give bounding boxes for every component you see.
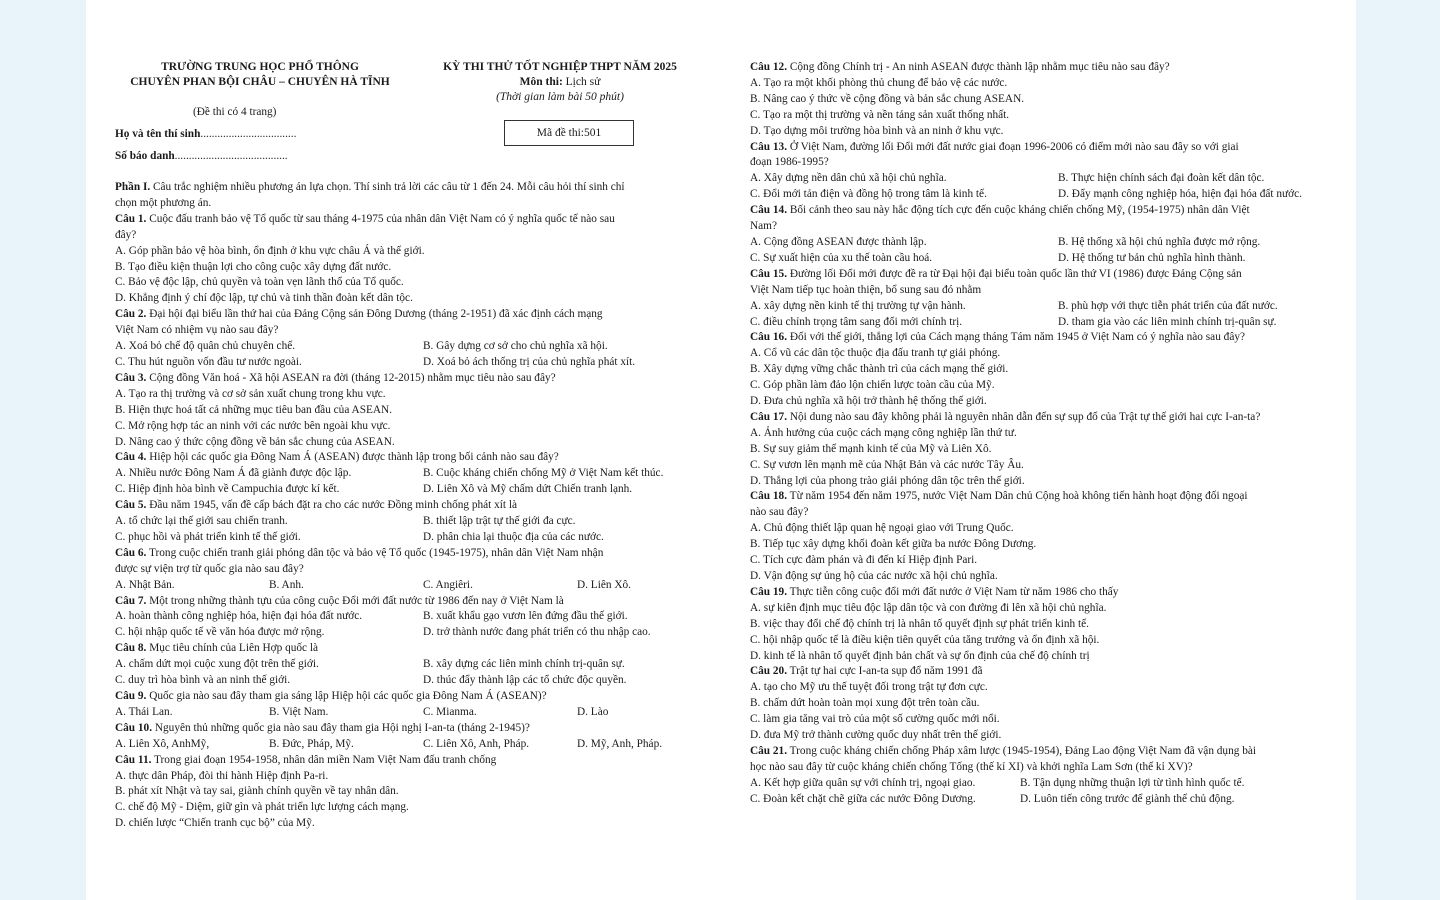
- question-3: Câu 3. Cộng đồng Văn hoá - Xã hội ASEAN ra đời (tháng 12-2015) nhằm mục tiêu nào sau đây? A. Tạo ra thị trường và cơ sở sản xuất chung trong khu vực. B. Hiện thực hoá tất cả những mục tiêu ban đầu của ASEAN. C. Mở rộng hợp tác an ninh với các nước bên ngoài khu vực. D. Nâng cao ý thức cộng đồng về bản sắc chung của ASEAN.: [115, 371, 705, 451]
- option: B. Gây dựng cơ sở cho chủ nghĩa xã hội.: [423, 340, 608, 353]
- option: C. Liên Xô, Anh, Pháp.: [423, 737, 530, 750]
- option: C. chế độ Mỹ - Diệm, giữ gìn và phát triển lực lượng cách mạng.: [115, 801, 409, 814]
- option: C. Thu hút nguồn vốn đầu tư nước ngoài.: [115, 355, 302, 368]
- option: D. Liên Xô.: [577, 578, 631, 591]
- option: A. thực dân Pháp, đòi thi hành Hiệp định Pa-ri.: [115, 769, 329, 782]
- option: A. Xoá bỏ chế độ quân chủ chuyên chế.: [115, 340, 296, 353]
- question-2: Câu 2. Đại hội đại biểu lần thứ hai của Đảng Cộng sản Đông Dương (tháng 2-1951) đã xác định cách mạng Việt Nam có nhiệm vụ nào sau đây? A. Xoá bỏ chế độ quân chủ chuyên chế. B. Gây dựng cơ sở cho chủ nghĩa xã hội. C. Thu hút nguồn vốn đầu tư nước ngoài. D. Xoá bỏ ách thống trị của chủ nghĩa phát xít.: [115, 307, 705, 371]
- option: A. chấm dứt mọi cuộc xung đột trên thế giới.: [115, 658, 319, 671]
- option: A. Kết hợp giữa quân sự với chính trị, ngoại giao.: [750, 776, 976, 789]
- question-6: Câu 6. Trong cuộc chiến tranh giải phóng dân tộc và bảo vệ Tổ quốc (1945-1975), nhân dân Việt Nam nhận được sự viện trợ từ quốc gia nào sau đây? A. Nhật Bản. B. Anh. C. Angiêri. D. Liên Xô.: [115, 546, 705, 594]
- question-19: Câu 19. Thực tiễn công cuộc đổi mới đất nước ở Việt Nam từ năm 1986 cho thấy A. sự kiên định mục tiêu độc lập dân tộc và con đường đi lên xã hội chủ nghĩa. B. việc thay đổi chế độ chính trị là nhân tố quyết định sự phát triển kinh tế. C. hội nhập quốc tế là điều kiện tiên quyết của tăng trưởng và ổn định xã hội. D. kinh tế là nhân tố quyết định bản chất và sự ổn định của chế độ chính trị: [750, 585, 1335, 665]
- option: C. duy trì hòa bình và an ninh thế giới.: [115, 674, 291, 687]
- question-13: Câu 13. Ở Việt Nam, đường lối Đổi mới đất nước giai đoạn 1996-2006 có điểm mới nào sau đây so với giai đoạn 1986-1995? A. Xây dựng nền dân chủ xã hội chủ nghĩa. B. Thực hiện chính sách đại đoàn kết dân tộc. C. Đổi mới tản điện và đồng hộ trong tâm là kinh tế. D. Đẩy mạnh công nghiệp hóa, hiện đại hóa đất nước.: [750, 140, 1335, 204]
- option: A. Góp phần bảo vệ hòa bình, ổn định ở khu vực châu Á và thế giới.: [115, 244, 425, 257]
- question-7: Câu 7. Một trong những thành tựu của công cuộc Đổi mới đất nước từ 1986 đến nay ở Việt Nam là A. hoàn thành công nghiệp hóa, hiện đại hóa đất nước. B. xuất khẩu gạo vươn lên đứng đầu thế giới. C. hội nhập quốc tế về văn hóa được mở rộng. D. trở thành nước đang phát triển có thu nhập cao.: [115, 594, 705, 642]
- option: B. Việt Nam.: [269, 705, 329, 718]
- option: D. Đẩy mạnh công nghiệp hóa, hiện đại hóa đất nước.: [1058, 188, 1302, 201]
- option: C. Đoàn kết chặt chẽ giữa các nước Đông Dương.: [750, 792, 976, 805]
- option: D. trở thành nước đang phát triển có thu nhập cao.: [423, 626, 651, 639]
- option: A. Nhật Bản.: [115, 578, 175, 591]
- question-1: Câu 1. Cuộc đấu tranh bảo vệ Tổ quốc từ sau tháng 4-1975 của nhân dân Việt Nam có ý nghĩa quốc tế nào sau đây? A. Góp phần bảo vệ hòa bình, ổn định ở khu vực châu Á và thế giới. B. Tạo điều kiện thuận lợi cho công cuộc xây dựng đất nước. C. Bảo vệ độc lập, chủ quyền và toàn vẹn lãnh thổ của Tổ quốc. D. Khẳng định ý chí độc lập, tự chủ và tinh thần đoàn kết dân tộc.: [115, 212, 705, 307]
- option: C. Đổi mới tản điện và đồng hộ trong tâm là kinh tế.: [750, 188, 987, 201]
- option: D. Vận động sự ủng hộ của các nước xã hội chủ nghĩa.: [750, 570, 998, 582]
- option: B. Tận dụng những thuận lợi từ tình hình quốc tế.: [1020, 776, 1245, 789]
- option: A. Ảnh hưởng của cuộc cách mạng công nghiệp lần thứ tư.: [750, 426, 1017, 439]
- option: C. Angiêri.: [423, 578, 473, 591]
- option: C. làm gia tăng vai trò của một số cường quốc mới nổi.: [750, 713, 1000, 726]
- option: C. Bảo vệ độc lập, chủ quyền và toàn vẹn lãnh thổ của Tổ quốc.: [115, 276, 404, 289]
- option: B. Hiện thực hoá tất cả những mục tiêu ban đầu của ASEAN.: [115, 403, 393, 416]
- option: D. Khẳng định ý chí độc lập, tự chủ và tinh thần đoàn kết dân tộc.: [115, 292, 413, 305]
- option: B. phát xít Nhật và tay sai, giành chính quyền về tay nhân dân.: [115, 785, 399, 798]
- exam-info: [420, 60, 700, 105]
- exam-title: KỲ THI THỬ TỐT NGHIỆP THPT NĂM 2025: [443, 61, 677, 73]
- exam-header: [115, 60, 705, 180]
- option: A. Thái Lan.: [115, 705, 173, 718]
- option: A. Cộng đồng ASEAN được thành lập.: [750, 235, 927, 248]
- option: C. Góp phần làm đảo lộn chiến lược toàn cầu của Mỹ.: [750, 379, 995, 392]
- option: A. tạo cho Mỹ ưu thế tuyệt đối trong trật tự đơn cực.: [750, 681, 988, 694]
- option: D. Mỹ, Anh, Pháp.: [577, 737, 663, 750]
- option: C. Sự xuất hiện của xu thế toàn cầu hoá.: [750, 251, 933, 264]
- question-9: Câu 9. Quốc gia nào sau đây tham gia sáng lập Hiệp hội các quốc gia Đông Nam Á (ASEAN)? A. Thái Lan. B. Việt Nam. C. Mianma. D. Lào: [115, 689, 705, 721]
- option: D. thúc đẩy thành lập các tổ chức độc quyền.: [423, 674, 627, 687]
- option: A. hoàn thành công nghiệp hóa, hiện đại hóa đất nước.: [115, 610, 363, 623]
- question-11: Câu 11. Trong giai đoạn 1954-1958, nhân dân miền Nam Việt Nam đấu tranh chống A. thực dân Pháp, đòi thi hành Hiệp định Pa-ri. B. phát xít Nhật và tay sai, giành chính quyền về tay nhân dân. C. chế độ Mỹ - Diệm, giữ gìn và phát triển lực lượng cách mạng. D. chiến lược “Chiến tranh cục bộ” của Mỹ.: [115, 753, 705, 833]
- question-5: Câu 5. Đầu năm 1945, vấn đề cấp bách đặt ra cho các nước Đồng minh chống phát xít là A. tổ chức lại thế giới sau chiến tranh. B. thiết lập trật tự thế giới đa cực. C. phục hồi và phát triển kinh tế thế giới. D. phân chia lại thuộc địa của các nước.: [115, 498, 705, 546]
- option: C. Mianma.: [423, 705, 477, 718]
- option: B. Hệ thống xã hội chủ nghĩa được mở rộng.: [1058, 235, 1261, 248]
- option: B. Anh.: [269, 578, 304, 591]
- option: B. Nâng cao ý thức về cộng đồng và bản sắc chung ASEAN.: [750, 92, 1025, 105]
- school-name: TRƯỜNG TRUNG HỌC PHỔ THÔNG CHUYÊN PHAN BỘI CHÂU – CHUYÊN HÀ TĨNH: [130, 61, 390, 88]
- question-16: Câu 16. Đối với thế giới, thắng lợi của Cách mạng tháng Tám năm 1945 ở Việt Nam có ý nghĩa nào sau đây? A. Cổ vũ các dân tộc thuộc địa đấu tranh tự giải phóng. B. Xây dựng vững chắc thành trì của cách mạng thế giới. C. Góp phần làm đảo lộn chiến lược toàn cầu của Mỹ. D. Đưa chủ nghĩa xã hội trở thành hệ thống thế giới.: [750, 330, 1335, 410]
- option: C. Sự vươn lên mạnh mẽ của Nhật Bản và các nước Tây Âu.: [750, 458, 1024, 471]
- question-20: Câu 20. Trật tự hai cực I-an-ta sụp đổ năm 1991 đã A. tạo cho Mỹ ưu thế tuyệt đối trong trật tự đơn cực. B. chấm dứt hoàn toàn mọi xung đột trên toàn cầu. C. làm gia tăng vai trò của một số cường quốc mới nổi. D. đưa Mỹ trở thành cường quốc duy nhất trên thế giới.: [750, 664, 1335, 744]
- candidate-name-field[interactable]: Họ và tên thí sinh..................................: [115, 128, 297, 140]
- question-17: Câu 17. Nội dung nào sau đây không phải là nguyên nhân dẫn đến sự sụp đổ của Trật tự thế giới hai cực I-an-ta? A. Ảnh hưởng của cuộc cách mạng công nghiệp lần thứ tư. B. Sự suy giảm thế mạnh kinh tế của Mỹ và Liên Xô. C. Sự vươn lên mạnh mẽ của Nhật Bản và các nước Tây Âu. D. Thắng lợi của phong trào giải phóng dân tộc trên thế giới.: [750, 410, 1335, 490]
- exam-page: [86, 0, 1356, 900]
- option: A. Chủ động thiết lập quan hệ ngoại giao với Trung Quốc.: [750, 522, 1014, 535]
- option: B. Đức, Pháp, Mỹ.: [269, 737, 354, 750]
- pages-note: (Đề thi có 4 trang): [193, 106, 277, 118]
- question-12: Câu 12. Cộng đồng Chính trị - An ninh ASEAN được thành lập nhằm mục tiêu nào sau đây? A. Tạo ra một khối phòng thủ chung để bảo vệ các nước. B. Nâng cao ý thức về cộng đồng và bản sắc chung ASEAN. C. Tạo ra một thị trường và nền tảng sản xuất thống nhất. D. Tạo dựng môi trường hòa bình và an ninh ở khu vực.: [750, 60, 1335, 140]
- option: B. Tiếp tục xây dựng khối đoàn kết giữa ba nước Đông Dương.: [750, 538, 1037, 551]
- option: D. phân chia lại thuộc địa của các nước.: [423, 530, 604, 543]
- option: C. Hiệp định hòa bình về Campuchia được kí kết.: [115, 483, 340, 496]
- option: C. hội nhập quốc tế là điều kiện tiên quyết của tăng trưởng và ổn định xã hội.: [750, 633, 1100, 646]
- option: C. hội nhập quốc tế về văn hóa được mở rộng.: [115, 626, 325, 639]
- question-4: Câu 4. Hiệp hội các quốc gia Đông Nam Á (ASEAN) được thành lập trong bối cảnh nào sau đây? A. Nhiều nước Đông Nam Á đã giành được độc lập. B. Cuộc kháng chiến chống Mỹ ở Việt Nam kết thúc. C. Hiệp định hòa bình về Campuchia được kí kết. D. Liên Xô và Mỹ chấm dứt Chiến tranh lạnh.: [115, 450, 705, 498]
- option: B. việc thay đổi chế độ chính trị là nhân tố quyết định sự phát triển kinh tế.: [750, 617, 1089, 630]
- option: A. Cổ vũ các dân tộc thuộc địa đấu tranh tự giải phóng.: [750, 347, 1001, 360]
- option: D. Thắng lợi của phong trào giải phóng dân tộc trên thế giới.: [750, 474, 1025, 487]
- option: B. Sự suy giảm thế mạnh kinh tế của Mỹ và Liên Xô.: [750, 442, 992, 455]
- option: D. Nâng cao ý thức cộng đồng về bản sắc chung của ASEAN.: [115, 435, 395, 448]
- question-21: Câu 21. Trong cuộc kháng chiến chống Pháp xâm lược (1945-1954), Đảng Lao động Việt Nam đã vận dụng bài học nào sau đây từ cuộc kháng chiến chống Tống (thế kỉ XI) và khởi nghĩa Lam Sơn (thế kỉ XV)? A. Kết hợp giữa quân sự với chính trị, ngoại giao. B. Tận dụng những thuận lợi từ tình hình quốc tế. C. Đoàn kết chặt chẽ giữa các nước Đông Dương. D. Luôn tiến công trước để giành thế chủ động.: [750, 744, 1335, 808]
- option: A. sự kiên định mục tiêu độc lập dân tộc và con đường đi lên xã hội chủ nghĩa.: [750, 601, 1107, 614]
- question-14: Câu 14. Bối cảnh theo sau này hắc động tích cực đến cuộc kháng chiến chống Mỹ, (1954-1975) nhân dân Việt Nam? A. Cộng đồng ASEAN được thành lập. B. Hệ thống xã hội chủ nghĩa được mở rộng. C. Sự xuất hiện của xu thế toàn cầu hoá. D. Hệ thống tư bản chủ nghĩa hình thành.: [750, 203, 1335, 267]
- exam-code-box: Mã đề thi:501: [504, 120, 634, 146]
- option: B. Xây dựng vững chắc thành trì của cách mạng thế giới.: [750, 363, 1009, 376]
- option: C. phục hồi và phát triển kinh tế thế giới.: [115, 530, 301, 543]
- option: C. điều chỉnh trọng tâm sang đổi mới chính trị.: [750, 315, 963, 328]
- option: D. kinh tế là nhân tố quyết định bản chất và sự ổn định của chế độ chính trị: [750, 649, 1090, 662]
- option: A. tổ chức lại thế giới sau chiến tranh.: [115, 515, 288, 528]
- option: D. Luôn tiến công trước để giành thế chủ động.: [1020, 792, 1235, 805]
- option: B. xuất khẩu gạo vươn lên đứng đầu thế giới.: [423, 610, 628, 623]
- option: A. xây dựng nền kinh tế thị trường tự vận hành.: [750, 299, 966, 312]
- option: D. chiến lược “Chiến tranh cục bộ” của Mỹ.: [115, 817, 315, 830]
- option: A. Tạo ra một khối phòng thủ chung để bảo vệ các nước.: [750, 76, 1008, 89]
- question-8: Câu 8. Mục tiêu chính của Liên Hợp quốc là A. chấm dứt mọi cuộc xung đột trên thế giới. B. xây dựng các liên minh chính trị-quân sự. C. duy trì hòa bình và an ninh thế giới. D. thúc đẩy thành lập các tổ chức độc quyền.: [115, 641, 705, 689]
- option: C. Tạo ra một thị trường và nền tảng sản xuất thống nhất.: [750, 108, 1010, 121]
- part1-intro: Phần I. Câu trắc nghiệm nhiều phương án lựa chọn. Thí sinh trả lời các câu từ 1 đến 24. Mỗi câu hỏi thí sinh chỉ: [115, 181, 625, 193]
- option: A. Nhiều nước Đông Nam Á đã giành được độc lập.: [115, 467, 352, 480]
- option: B. thiết lập trật tự thế giới đa cực.: [423, 515, 576, 528]
- option: D. đưa Mỹ trở thành cường quốc duy nhất trên thế giới.: [750, 729, 1002, 742]
- option: D. tham gia vào các liên minh chính trị-quân sự.: [1058, 315, 1277, 328]
- option: D. Đưa chủ nghĩa xã hội trở thành hệ thống thế giới.: [750, 395, 987, 408]
- option: B. Cuộc kháng chiến chống Mỹ ở Việt Nam kết thúc.: [423, 467, 664, 480]
- question-18: Câu 18. Từ năm 1954 đến năm 1975, nước Việt Nam Dân chủ Cộng hoà không tiến hành hoạt động đối ngoại nào sau đây? A. Chủ động thiết lập quan hệ ngoại giao với Trung Quốc. B. Tiếp tục xây dựng khối đoàn kết giữa ba nước Đông Dương. C. Tích cực đàm phán và đi đến kí Hiệp định Pari. D. Vận động sự ủng hộ của các nước xã hội chủ nghĩa.: [750, 489, 1335, 584]
- option: D. Liên Xô và Mỹ chấm dứt Chiến tranh lạnh.: [423, 483, 633, 496]
- candidate-number-field[interactable]: Số báo danh........................................: [115, 150, 288, 162]
- question-15: Câu 15. Đường lối Đổi mới được đề ra từ Đại hội đại biểu toàn quốc lần thứ VI (1986) được Đảng Cộng sản Việt Nam tiếp tục hoàn thiện, bổ sung sau đó nhằm A. xây dựng nền kinh tế thị trường tự vận hành. B. phù hợp với thực tiễn phát triển của đất nước. C. điều chỉnh trọng tâm sang đổi mới chính trị. D. tham gia vào các liên minh chính trị-quân sự.: [750, 267, 1335, 331]
- question-10: Câu 10. Nguyên thủ những quốc gia nào sau đây tham gia Hội nghị I-an-ta (tháng 2-1945)? A. Liên Xô, AnhMỹ, B. Đức, Pháp, Mỹ. C. Liên Xô, Anh, Pháp. D. Mỹ, Anh, Pháp.: [115, 721, 705, 753]
- option: B. Thực hiện chính sách đại đoàn kết dân tộc.: [1058, 172, 1265, 185]
- option: A. Xây dựng nền dân chủ xã hội chủ nghĩa.: [750, 172, 947, 185]
- option: B. chấm dứt hoàn toàn mọi xung đột trên toàn cầu.: [750, 697, 980, 710]
- option: C. Mở rộng hợp tác an ninh với các nước bên ngoài khu vực.: [115, 419, 391, 432]
- right-column: [750, 60, 1335, 808]
- option: B. phù hợp với thực tiễn phát triển của đất nước.: [1058, 299, 1278, 312]
- option: C. Tích cực đàm phán và đi đến kí Hiệp định Pari.: [750, 554, 978, 567]
- option: D. Hệ thống tư bản chủ nghĩa hình thành.: [1058, 251, 1246, 264]
- left-column: TRƯỜNG TRUNG HỌC PHỔ THÔNG CHUYÊN PHAN BỘI CHÂU – CHUYÊN HÀ TĨNH KỲ THI THỬ TỐT NGHIỆP THPT NĂM 2025 Môn thi: Lịch sử (Thời gian làm bài 50 phút) (Đề thi có 4 trang) Họ và tên thí sinh.................................. Số báo danh........................................ Mã đề thi:501 Phần I. Câu trắc nghiệm nhiều phương án lựa chọn. Thí sinh trả lời các câu từ 1 đến 24. Mỗi câu hỏi thí sinh chỉ chọn một phương án. Câu 1. Cuộc đấu tranh bảo vệ Tổ quốc từ sau tháng 4-1975 của nhân dân Việt Nam có ý nghĩa quốc tế nào sau đây? A. Góp phần bảo vệ hòa bình, ổn định ở khu vực châu Á và thế giới. B. Tạo điều kiện thuận lợi cho công cuộc xây dựng đất nước. C. Bảo vệ độc lập, chủ quyền và toàn vẹn lãnh thổ của Tổ quốc. D. Khẳng định ý chí độc lập, tự chủ và tinh thần đoàn kết dân tộc. Câu 2. Đại hội đại biểu lần thứ hai của Đảng Cộng sản Đông Dương (tháng 2-1951) đã xác định cách mạng Việt Nam có nhiệm vụ nào sau đây? A. Xoá bỏ chế độ quân chủ chuyên chế. B. Gây dựng cơ sở cho chủ nghĩa xã hội. C. Thu hút nguồn vốn đầu tư nước ngoài. D. Xoá bỏ ách thống trị của chủ nghĩa phát xít. Câu 3. Cộng đồng Văn hoá - Xã hội ASEAN ra đời (tháng 12-2015) nhằm mục tiêu nào sau đây? A. Tạo ra thị trường và cơ sở sản xuất chung trong khu vực. B. Hiện thực hoá tất cả những mục tiêu ban đầu của ASEAN. C. Mở rộng hợp tác an ninh với các nước bên ngoài khu vực. D. Nâng cao ý thức cộng đồng về bản sắc chung của ASEAN. Câu 4. Hiệp hội các quốc gia Đông Nam Á (ASEAN) được thành lập trong bối cảnh nào sau đây? A. Nhiều nước Đông Nam Á đã giành được độc lập. B. Cuộc kháng chiến chống Mỹ ở Việt Nam kết thúc. C. Hiệp định hòa bình về Campuchia được kí kết. D. Liên Xô và Mỹ chấm dứt Chiến tranh lạnh. Câu 5. Đầu năm 1945, vấn đề cấp bách đặt ra cho các nước Đồng minh chống phát xít là A. tổ chức lại thế giới sau chiến tranh. B. thiết lập trật tự thế giới đa cực. C. phục hồi và phát triển kinh tế thế giới. D. phân chia lại thuộc địa của các nước. Câu 6. Trong cuộc chiến tranh giải phóng dân tộc và bảo vệ Tổ quốc (1945-1975), nhân dân Việt Nam nhận được sự viện trợ từ quốc gia nào sau đây? A. Nhật Bản. B. Anh. C. Angiêri. D. Liên Xô. Câu 7. Một trong những thành tựu của công cuộc Đổi mới đất nước từ 1986 đến nay ở Việt Nam là A. hoàn thành công nghiệp hóa, hiện đại hóa đất nước. B. xuất khẩu gạo vươn lên đứng đầu thế giới. C. hội nhập quốc tế về văn hóa được mở rộng. D. trở thành nước đang phát triển có thu nhập cao. Câu 8. Mục tiêu chính của Liên Hợp quốc là A. chấm dứt mọi cuộc xung đột trên thế giới. B. xây dựng các liên minh chính trị-quân sự. C. duy trì hòa bình và an ninh thế giới. D. thúc đẩy thành lập các tổ chức độc quyền. Câu 9. Quốc gia nào sau đây tham gia sáng lập Hiệp hội các quốc gia Đông Nam Á (ASEAN)? A. Thái Lan. B. Việt Nam. C. Mianma. D. Lào Câu 10. Nguyên thủ những quốc gia nào sau đây tham gia Hội nghị I-an-ta (tháng 2-1945)? A. Liên Xô, AnhMỹ, B. Đức, Pháp, Mỹ. C. Liên Xô, Anh, Pháp. D. Mỹ, Anh, Pháp. Câu 11. Trong giai đoạn 1954-1958, nhân dân miền Nam Việt Nam đấu tranh chống A. thực dân Pháp, đòi thi hành Hiệp định Pa-ri. B. phát xít Nhật và tay sai, giành chính quyền về tay nhân dân. C. chế độ Mỹ - Diệm, giữ gìn và phát triển lực lượng cách mạng. D. chiến lược “Chiến tranh cục bộ” của Mỹ.: [115, 60, 705, 832]
- duration: (Thời gian làm bài 50 phút): [496, 91, 624, 103]
- option: A. Liên Xô, AnhMỹ,: [115, 737, 210, 750]
- option: A. Tạo ra thị trường và cơ sở sản xuất chung trong khu vực.: [115, 387, 386, 400]
- option: D. Lào: [577, 705, 609, 718]
- option: B. Tạo điều kiện thuận lợi cho công cuộc xây dựng đất nước.: [115, 260, 392, 273]
- option: D. Xoá bỏ ách thống trị của chủ nghĩa phát xít.: [423, 355, 636, 368]
- option: B. xây dựng các liên minh chính trị-quân sự.: [423, 658, 625, 671]
- option: D. Tạo dựng môi trường hòa bình và an ninh ở khu vực.: [750, 124, 1004, 137]
- subject: Môn thi: Lịch sử: [519, 76, 601, 88]
